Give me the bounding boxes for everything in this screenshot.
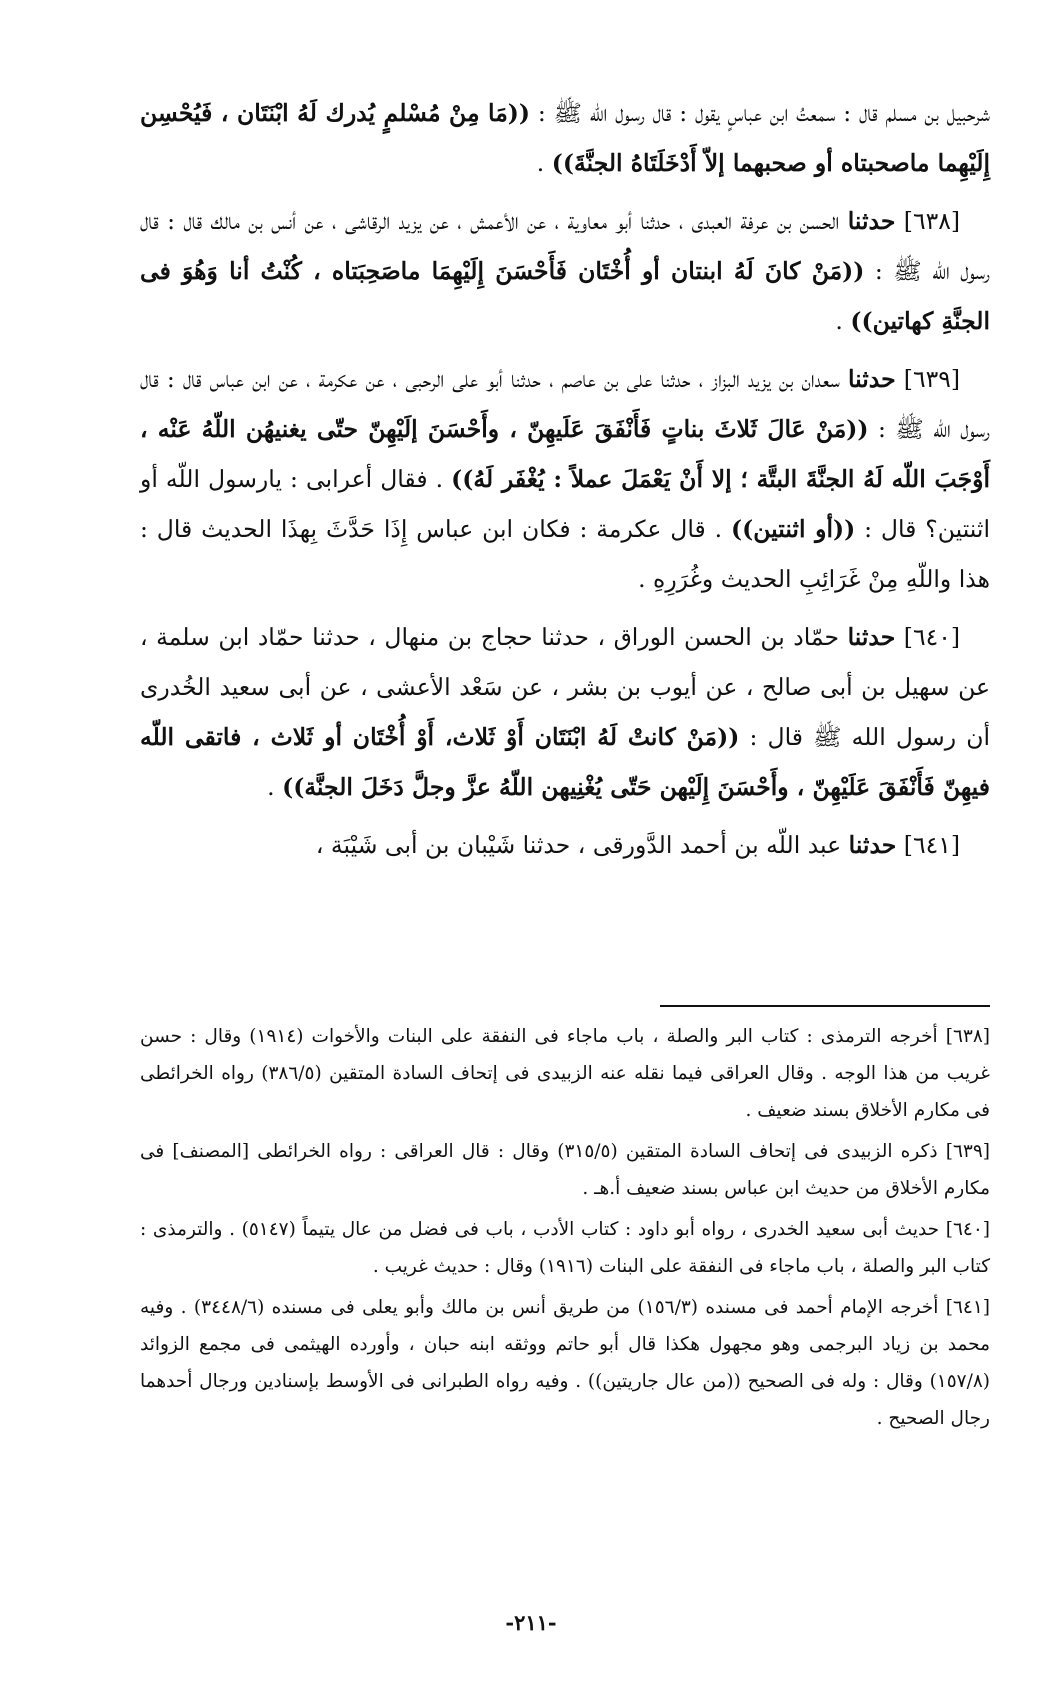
footnote-640: [٦٤٠] حديث أبى سعيد الخدرى ، رواه أبو داود : كتاب الأدب ، باب فى فضل من عال يتيماً (٥١٤٧) . والترمذى : كتاب البر والصلة ، باب ماجاء فى النفقة على البنات (١٩١٦) وقال : حديث غريب .	[140, 1219, 991, 1277]
hadith-639	[140, 354, 990, 604]
hadith-641	[140, 820, 990, 870]
main-text	[140, 88, 990, 878]
haddathana-word: حدثنا	[848, 831, 897, 859]
hadith-matn: ((مَنْ عَالَ ثَلاثَ بناتٍ فَأَنْفَقَ عَلَيهِنّ ، وأَحْسَنَ إلَيْهِنّ حتّى يغنيهُن اللّهُ عَنْه ، أَوْجَبَ اللّه لَهُ الجنَّةَ البتَّة ؛ إلا أَنْ يَعْمَلَ عملاً : يُغْفَر لَهُ))	[140, 415, 990, 493]
footnotes	[140, 1018, 990, 1441]
haddathana-word: حدثنا	[848, 365, 896, 393]
hadith-isnad: حمّاد بن الحسن الوراق ، حدثنا حجاج بن منهال ، حدثنا حمّاد ابن سلمة ، عن سهيل بن أبى صالح ، عن أيوب بن بشر ، عن سَعْد الأعشى ، عن أبى سعيد الخُدرى أن رسول الله ﷺ قال :	[140, 623, 991, 751]
hadith-number: [٦٤١]	[896, 831, 960, 859]
footnote-641: [٦٤١] أخرجه الإمام أحمد فى مسنده (١٥٦/٣) من طريق أنس بن مالك وأبو يعلى فى مسنده (٣٤٤٨/٦) . وفيه محمد بن زياد البرجمى وهو مجهول هكذا قال أبو حاتم ووثقه ابنه حبان ، وأورده الهيثمى فى مجمع الزوائد (١٥٧/٨) وقال : وله فى الصحيح ((من عال جاريتين)) . وفيه رواه الطبرانى فى الأوسط بإسنادين ورجال أحدهما رجال الصحيح .	[140, 1297, 990, 1429]
haddathana-word: حدثنا	[847, 623, 896, 651]
hadith-segment: .	[536, 149, 545, 177]
hadith-matn: ((مَنْ كانتْ لَهُ ابْنَتَان أَوْ ثَلاث، أَوْ أُخْتَان أو ثَلاث ، فاتقى اللّه فيهِنّ فَأَنْفَقَ عَلَيْهِنّ ، وأَحْسَنَ إِلَيْهن حَتّى يُغْنِيهن اللّهُ عزَّ وجلَّ دَخَلَ الجنَّة))	[140, 723, 990, 801]
hadith-matn: ((مَا مِنْ مُسْلمٍ يُدرك لَهُ ابْنَتَان ، فَيُحْسِن إِلَيْهِما ماصحبتاه أو صحبهما إلاّ أَدْخَلَتَاهُ الجنَّةَ))	[140, 99, 990, 177]
haddathana-word: حدثنا	[847, 207, 896, 235]
hadith-matn: ((مَنْ كانَ لَهُ ابنتان أو أُخْتَان فَأَحْسَنَ إِلَيْهِمَا ماصَحِبَتاه ، كُنْتُ أنا وَهُوَ فى الجنَّةِ كهاتين))	[140, 257, 990, 335]
hadith-segment: . قال عكرمة : فكان ابن عباس إِذَا حَدَّثَ بِهذَا الحديث قال : هذا واللّهِ مِنْ غَرَائِبِ الحديث وغُرَرِهِ .	[140, 515, 990, 593]
hadith-segment: .	[267, 773, 275, 801]
hadith-isnad: الحسن بن عرفة العبدى ، حدثنا أبو معاوية ، عن الأعمش ، عن يزيد الرقاشى ، عن أنس بن مالك قال : قال رسول الله ﷺ :	[140, 207, 990, 285]
footnote-639: [٦٣٩] ذكره الزبيدى فى إتحاف السادة المتقين (٣١٥/٥) وقال : قال العراقى : رواه الخرائطى [المصنف] فى مكارم الأخلاق من حديث ابن عباس بسند ضعيف أ.هـ .	[140, 1141, 990, 1199]
hadith-isnad: سعدان بن يزيد البزاز ، حدثنا على بن عاصم ، حدثنا أبو على الرحبى ، عن عكرمة ، عن ابن عباس قال : قال رسول اللّه ﷺ :	[140, 365, 990, 443]
hadith-638	[140, 196, 990, 346]
hadith-matn: ((أو اثنتين))	[731, 515, 856, 543]
hadith-isnad: عبد اللّه بن أحمد الدَّورقى ، حدثنا شَيْبان بن أبى شَيْبَة ،	[315, 831, 842, 859]
page-number: -٢١١-	[505, 1610, 557, 1635]
hadith-637	[140, 88, 990, 188]
hadith-number: [٦٣٩]	[895, 365, 960, 393]
hadith-segment: . فقال أعرابى : يارسول اللّه أو اثنتين؟ قال :	[140, 465, 990, 543]
hadith-number: [٦٣٨]	[895, 207, 960, 235]
hadith-640	[140, 612, 990, 812]
footnote-638: [٦٣٨] أخرجه الترمذى : كتاب البر والصلة ، باب ماجاء فى النفقة على البنات والأخوات (١٩١٤) وقال : حسن غريب من هذا الوجه . وقال العراقى فيما نقله عنه الزبيدى فى إتحاف السادة المتقين (٣٨٦/٥) رواه الخرائطى فى مكارم الأخلاق بسند ضعيف .	[140, 1026, 990, 1121]
hadith-number: [٦٤٠]	[895, 623, 960, 651]
hadith-segment: .	[835, 307, 843, 335]
footnote-divider	[660, 1005, 990, 1007]
hadith-segment: شرحبيل بن مسلم قال : سمعتُ ابن عباسٍ يقول : قال رسول الله ﷺ :	[530, 99, 990, 127]
